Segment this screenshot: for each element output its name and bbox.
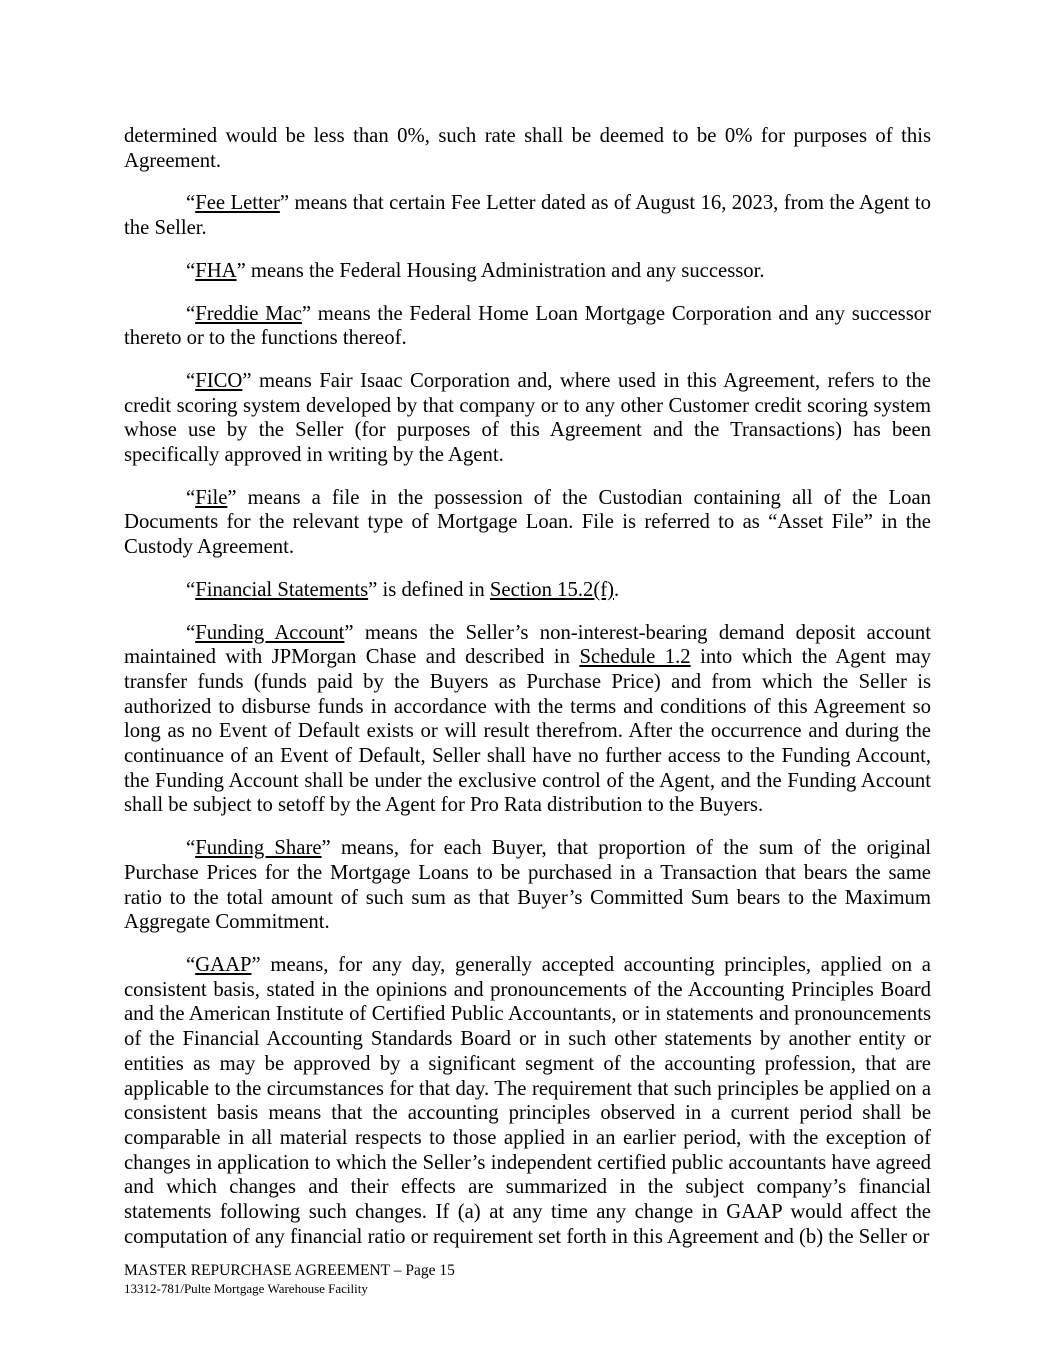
paragraph xyxy=(124,191,931,240)
text-run: ” means the Seller’s non-interest-bearing demand deposit account maintained with JPMorgan Chase and described in xyxy=(124,621,931,669)
paragraph xyxy=(124,578,931,603)
defined-term: Schedule 1.2 xyxy=(579,646,691,669)
text-run: ” means, for any day, generally accepted accounting principles, applied on a consistent basis, stated in the opinions and pronouncements of the Accounting Principles Board and the American Institute of Certified Public Accountants, or in statements and pronouncements of the Financial Accounting Standards Board or in such other statements by another entity or entities as may be approved by a significant segment of the accounting profession, that are applicable to the circumstances for that day. The requirement that such principles be applied on a consistent basis means that the accounting principles observed in a current period shall be comparable in all material respects to those applied in an earlier period, with the exception of changes in application to which the Seller’s independent certified public accountants have agreed and which changes and their effects are summarized in the subject company’s financial statements following such changes. If (a) at any time any change in GAAP would affect the computation of any financial ratio or requirement set forth in this Agreement and (b) the Seller or xyxy=(124,953,931,1248)
text-run: “ xyxy=(186,302,196,325)
defined-term: FHA xyxy=(195,259,237,282)
paragraph xyxy=(124,621,931,819)
paragraph xyxy=(124,369,931,468)
defined-term: Funding Account xyxy=(195,621,345,644)
text-run: ” means that certain Fee Letter dated as of August 16, 2023, from the Agent to the Seller. xyxy=(124,192,932,240)
defined-term: Financial Statements xyxy=(195,578,369,601)
text-run: ” means Fair Isaac Corporation and, where used in this Agreement, refers to the credit scoring system developed by that company or to any other Customer credit scoring system whose use by the Seller (for purposes of this Agreement and the Transactions) has been specifically approved in writing by the Agent. xyxy=(124,369,931,467)
text-run: “ xyxy=(186,621,196,644)
defined-term: Fee Letter xyxy=(195,192,280,215)
paragraph xyxy=(124,953,931,1249)
defined-term: FICO xyxy=(195,369,243,392)
text-run: into which the Agent may transfer funds (funds paid by the Buyers as Purchase Price) and from which the Seller is authorized to disburse funds in accordance with the terms and conditions of this Agreement so long as no Event of Default exists or will result therefrom. After the occurrence and during the continuance of an Event of Default, Seller shall have no further access to the Funding Account, the Funding Account shall be under the exclusive control of the Agent, and the Funding Account shall be subject to setoff by the Agent for Pro Rata distribution to the Buyers. xyxy=(124,646,931,817)
text-run: “ xyxy=(186,192,196,215)
paragraph xyxy=(124,836,931,935)
text-run: determined would be less than 0%, such rate shall be deemed to be 0% for purposes of this Agreement. xyxy=(124,125,931,172)
page-footer xyxy=(124,1261,455,1297)
text-run: “ xyxy=(186,578,196,601)
footer-document-title: MASTER REPURCHASE AGREEMENT – Page 15 xyxy=(124,1262,455,1279)
footer-matter-number: 13312-781/Pulte Mortgage Warehouse Facility xyxy=(124,1281,368,1296)
paragraph xyxy=(124,124,931,173)
paragraph xyxy=(124,259,931,284)
defined-term: Funding Share xyxy=(195,837,322,860)
text-run: ” means a file in the possession of the Custodian containing all of the Loan Documents for the relevant type of Mortgage Loan. File is referred to as “Asset File” in the Custody Agreement. xyxy=(124,486,931,559)
text-run: “ xyxy=(186,837,196,860)
defined-term: Section 15.2(f) xyxy=(489,578,615,601)
defined-term: File xyxy=(195,486,228,509)
text-run: “ xyxy=(186,369,196,392)
document-body xyxy=(124,124,931,1267)
text-run: ” is defined in xyxy=(368,578,490,601)
text-run: . xyxy=(614,578,620,601)
text-run: “ xyxy=(186,259,196,282)
defined-term: GAAP xyxy=(195,953,252,976)
text-run: “ xyxy=(186,486,196,509)
paragraph xyxy=(124,302,931,351)
paragraph xyxy=(124,486,931,560)
defined-term: Freddie Mac xyxy=(195,302,302,325)
text-run: “ xyxy=(186,953,196,976)
text-run: ” means the Federal Home Loan Mortgage Corporation and any successor thereto or to the functions thereof. xyxy=(124,302,931,350)
text-run: ” means the Federal Housing Administration and any successor. xyxy=(236,259,765,282)
text-run: ” means, for each Buyer, that proportion of the sum of the original Purchase Prices for the Mortgage Loans to be purchased in a Transaction that bears the same ratio to the total amount of such sum as that Buyer’s Committed Sum bears to the Maximum Aggregate Commitment. xyxy=(124,837,931,934)
